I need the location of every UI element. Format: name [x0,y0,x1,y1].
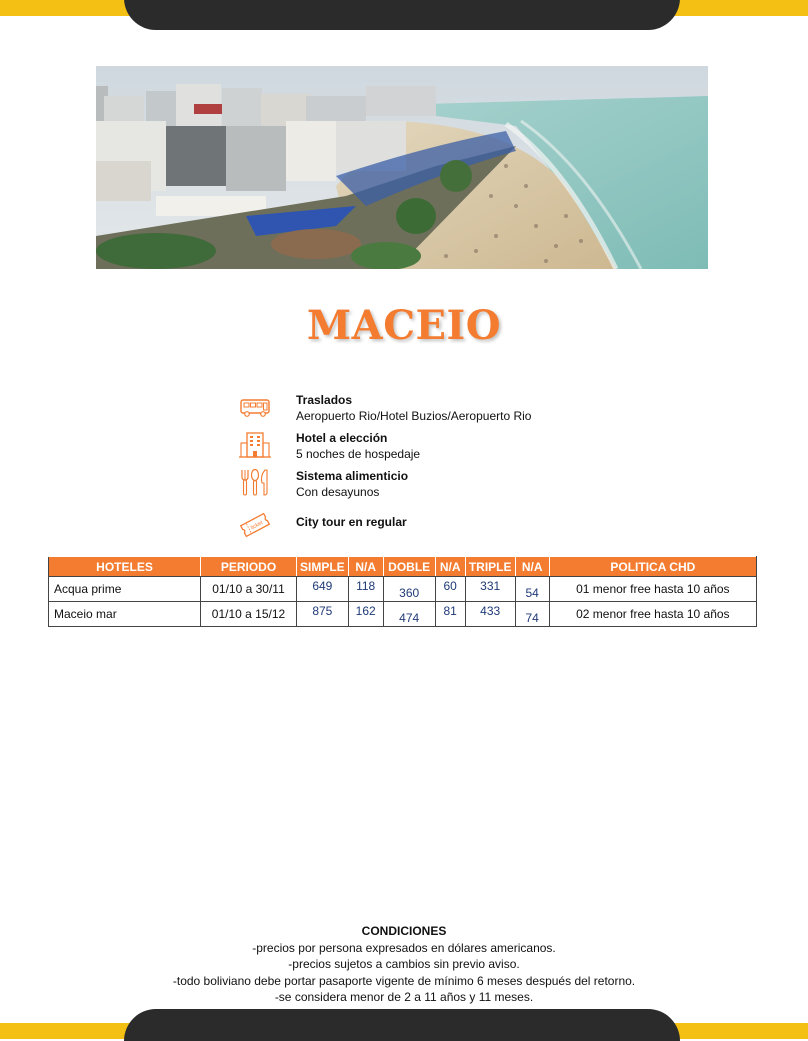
cell-doble: 360 [383,577,435,602]
cell-na-simple: 162 [348,602,383,627]
header-na-simple: N/A [348,557,383,577]
feature-detail: 5 noches de hospedaje [296,447,421,461]
feature-text [296,392,531,424]
conditions [0,923,808,1006]
cell-politica-chd: 02 menor free hasta 10 años [549,602,756,627]
header-doble: DOBLE [383,557,435,577]
feature-text [296,430,420,462]
header-na-triple: N/A [515,557,549,577]
page-title [0,302,808,349]
cell-na-doble: 60 [435,577,465,602]
feature-name: Sistema alimenticio [296,469,409,483]
cell-politica-chd: 01 menor free hasta 10 años [549,577,756,602]
cutlery-icon [238,468,272,498]
cell-hotel: Maceio mar [49,602,201,627]
feature-text [296,514,407,530]
ticket-icon [238,510,272,540]
feature-name: Hotel a elección [296,431,388,445]
feature-hotel [238,428,578,466]
cell-na-simple: 118 [348,577,383,602]
feature-text [296,468,408,500]
top-dark-tab [124,0,680,30]
feature-name: Traslados [296,393,353,407]
condition-line: -todo boliviano debe portar pasaporte vigente de mínimo 6 meses después del retorno. [172,973,636,988]
cell-periodo: 01/10 a 30/11 [201,577,297,602]
feature-list [238,390,578,542]
feature-traslados [238,390,578,428]
hotel-icon [238,430,272,460]
header-periodo: PERIODO [201,557,297,577]
table-row [49,602,757,627]
feature-alimenticio [238,466,578,504]
feature-name: City tour en regular [296,515,407,529]
conditions-title: CONDICIONES [361,924,447,938]
feature-detail: Con desayunos [296,485,380,499]
cell-simple: 649 [297,577,349,602]
cell-na-triple: 54 [515,577,549,602]
table-header-row [49,557,757,577]
page-title-text: MACEIO [306,302,502,349]
price-table [48,556,757,627]
cell-triple: 433 [465,602,515,627]
cell-triple: 331 [465,577,515,602]
header-simple: SIMPLE [297,557,349,577]
cell-periodo: 01/10 a 15/12 [201,602,297,627]
bottom-dark-tab [124,1009,680,1041]
cell-na-doble: 81 [435,602,465,627]
cell-doble: 474 [383,602,435,627]
table-row [49,577,757,602]
hero-image [96,66,708,269]
header-politica-chd: POLITICA CHD [549,557,756,577]
cell-simple: 875 [297,602,349,627]
cell-hotel: Acqua prime [49,577,201,602]
condition-line: -precios por persona expresados en dólares americanos. [252,940,556,955]
ticket-icon-text: ticket [249,519,265,532]
header-triple: TRIPLE [465,557,515,577]
header-hoteles: HOTELES [49,557,201,577]
header-na-doble: N/A [435,557,465,577]
bus-icon [238,392,272,422]
condition-line: -se considera menor de 2 a 11 años y 11 meses. [274,990,534,1004]
feature-detail: Aeropuerto Rio/Hotel Buzios/Aeropuerto Rio [296,409,532,423]
cell-na-triple: 74 [515,602,549,627]
condition-line: -precios sujetos a cambios sin previo aviso. [288,957,520,971]
feature-city-tour [238,504,578,542]
